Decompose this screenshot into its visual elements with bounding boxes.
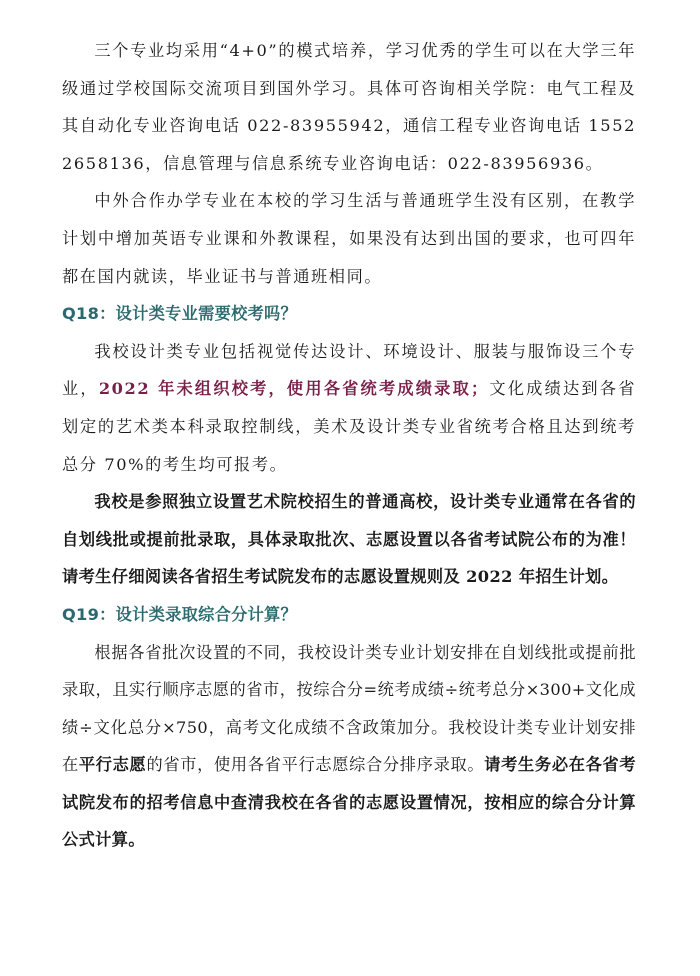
question-heading-q18 bbox=[62, 295, 636, 333]
text-run: 中外合作办学专业在本校的学习生活与普通班学生没有区别，在教学计划中增加英语专业课和外教课程，如果没有达到出国的要求，也可四年都在国内就读，毕业证书与普通班相同。 bbox=[62, 191, 636, 286]
document-page bbox=[62, 32, 636, 859]
text-run: 根据各省批次设置的不同，我校设计类专业计划安排在自划线批或提前批录取，且实行顺序志愿的省市，按综合分=统考成绩÷统考总分×300+文化成绩÷文化总分×750，高考文化成绩不含政策加分。我校设计类专业计划安排在 bbox=[62, 642, 636, 775]
bold-notice: 请考生务必在各省考试院发布的招考信息中查清我校在各省的志愿设置情况，按相应的综合分计算公式计算。 bbox=[62, 755, 636, 850]
bold-text-run: 我校是参照独立设置艺术院校招生的普通高校，设计类专业通常在各省的自划线批或提前批录取，具体录取批次、志愿设置以各省考试院公布的为准！请考生仔细阅读各省招生考试院发布的志愿设置规则及 2022 年招生计划。 bbox=[62, 492, 636, 587]
bold-parallel-volunteer: 平行志愿 bbox=[78, 755, 147, 775]
text-run: 的省市，使用各省平行志愿综合分排序录取。 bbox=[146, 755, 485, 775]
text-run: 我校设计类专业包括视觉传达设计、环境设计、服装与服饰设三个专业， bbox=[62, 341, 636, 399]
heading-text: Q18：设计类专业需要校考吗？ bbox=[62, 304, 298, 324]
heading-text: Q19：设计类录取综合分计算？ bbox=[62, 604, 298, 624]
text-run: 三个专业均采用“4+0”的模式培养，学习优秀的学生可以在大学三年级通过学校国际交流项目到国外学习。具体可咨询相关学院：电气工程及其自动化专业咨询电话 022-83955942，通信工程专业咨询电话 15522658136，信息管理与信息系统专业咨询电话：022-83956936。 bbox=[62, 41, 636, 173]
question-heading-q19 bbox=[62, 596, 636, 634]
paragraph-admission-batch bbox=[62, 483, 636, 596]
text-run: 文化成绩达到各省划定的艺术类本科录取控制线，美术及设计类专业省统考合格且达到统考总分 70%的考生均可报考。 bbox=[62, 379, 636, 474]
paragraph-program-mode bbox=[62, 32, 636, 182]
paragraph-design-majors bbox=[62, 333, 636, 483]
paragraph-score-formula bbox=[62, 634, 636, 860]
highlight-no-school-exam: 2022 年未组织校考，使用各省统考成绩录取； bbox=[98, 379, 489, 399]
paragraph-joint-program bbox=[62, 182, 636, 295]
